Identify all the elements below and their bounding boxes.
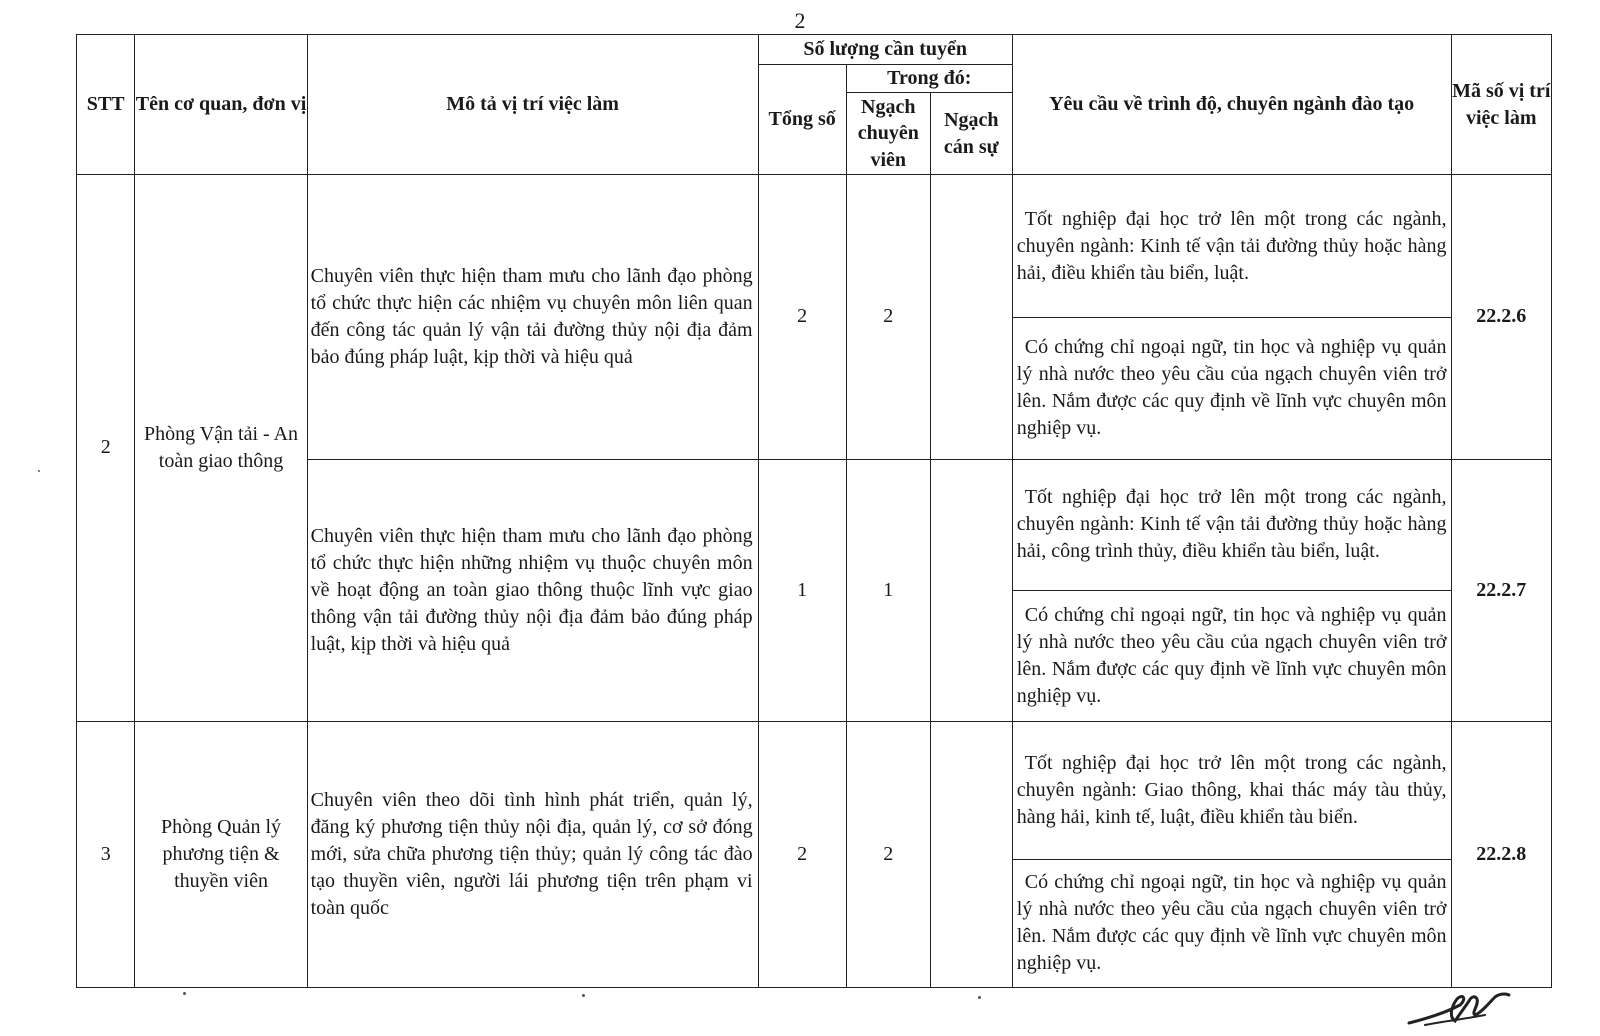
page-number: 2 [794, 8, 806, 33]
recruitment-table [76, 34, 1552, 988]
stt-cell: 3 [77, 721, 135, 987]
requirement-certificate-cell: Có chứng chỉ ngoại ngữ, tin học và nghiệp vụ quản lý nhà nước theo yêu cầu của ngạch chuyên viên trở lên. Nắm được các quy định về lĩnh vực chuyên môn nghiệp vụ. [1012, 590, 1451, 721]
position-code-cell: 22.2.7 [1451, 459, 1552, 721]
scan-speck [978, 996, 981, 999]
header-position-code: Mã số vị trí việc làm [1451, 35, 1552, 175]
total-cell: 2 [758, 175, 846, 460]
requirement-degree-cell: Tốt nghiệp đại học trở lên một trong các ngành, chuyên ngành: Giao thông, khai thác máy tàu thủy, hàng hải, kinh tế, luật, điều khiển tàu biển. [1012, 721, 1451, 859]
requirement-certificate-cell: Có chứng chỉ ngoại ngữ, tin học và nghiệp vụ quản lý nhà nước theo yêu cầu của ngạch chuyên viên trở lên. Nắm được các quy định về lĩnh vực chuyên môn nghiệp vụ. [1012, 318, 1451, 459]
scan-speck [582, 994, 585, 997]
description-cell: Chuyên viên theo dõi tình hình phát triển, quản lý, đăng ký phương tiện thủy nội địa, quản lý, cơ sở đóng mới, sửa chữa phương tiện thủy; quản lý công tác đào tạo thuyền viên, người lái phương tiện trên phạm vi toàn quốc [307, 721, 758, 987]
header-quantity-group: Số lượng cần tuyển [758, 35, 1012, 65]
position-code-cell: 22.2.8 [1451, 721, 1552, 987]
header-unit: Tên cơ quan, đơn vị [135, 35, 307, 175]
description-cell: Chuyên viên thực hiện tham mưu cho lãnh đạo phòng tổ chức thực hiện các nhiệm vụ chuyên môn liên quan đến công tác quản lý vận tải đường thủy nội địa đảm bảo đúng pháp luật, kịp thời và hiệu quả [307, 175, 758, 460]
position-code-cell: 22.2.6 [1451, 175, 1552, 460]
specialist-cell: 2 [846, 721, 930, 987]
scan-speck [183, 992, 186, 995]
header-description: Mô tả vị trí việc làm [307, 35, 758, 175]
table-row [77, 721, 1552, 859]
header-of-which: Trong đó: [846, 65, 1012, 93]
stt-cell: 2 [77, 175, 135, 722]
table-row [77, 175, 1552, 318]
handwritten-initials-signature [1405, 985, 1515, 1030]
requirement-degree-cell: Tốt nghiệp đại học trở lên một trong các ngành, chuyên ngành: Kinh tế vận tải đường thủy hoặc hàng hải, điều khiển tàu biển, luật. [1012, 175, 1451, 318]
officer-cell [930, 175, 1012, 460]
requirement-certificate-cell: Có chứng chỉ ngoại ngữ, tin học và nghiệp vụ quản lý nhà nước theo yêu cầu của ngạch chuyên viên trở lên. Nắm được các quy định về lĩnh vực chuyên môn nghiệp vụ. [1012, 859, 1451, 987]
description-cell: Chuyên viên thực hiện tham mưu cho lãnh đạo phòng tổ chức thực hiện những nhiệm vụ thuộc chuyên môn về hoạt động an toàn giao thông thuộc lĩnh vực giao thông vận tải đường thủy nội địa đảm bảo đúng pháp luật, kịp thời và hiệu quả [307, 459, 758, 721]
header-requirements: Yêu cầu về trình độ, chuyên ngành đào tạo [1012, 35, 1451, 175]
total-cell: 1 [758, 459, 846, 721]
header-specialist-rank: Ngạch chuyên viên [846, 93, 930, 175]
requirement-degree-cell: Tốt nghiệp đại học trở lên một trong các ngành, chuyên ngành: Kinh tế vận tải đường thủy hoặc hàng hải, công trình thủy, điều khiển tàu biển, luật. [1012, 459, 1451, 590]
header-total: Tổng số [758, 65, 846, 175]
header-officer-rank: Ngạch cán sự [930, 93, 1012, 175]
specialist-cell: 1 [846, 459, 930, 721]
unit-cell: Phòng Quản lý phương tiện & thuyền viên [135, 721, 307, 987]
officer-cell [930, 721, 1012, 987]
total-cell: 2 [758, 721, 846, 987]
specialist-cell: 2 [846, 175, 930, 460]
officer-cell [930, 459, 1012, 721]
unit-cell: Phòng Vận tải - An toàn giao thông [135, 175, 307, 722]
header-stt: STT [77, 35, 135, 175]
scan-speck [38, 470, 40, 472]
